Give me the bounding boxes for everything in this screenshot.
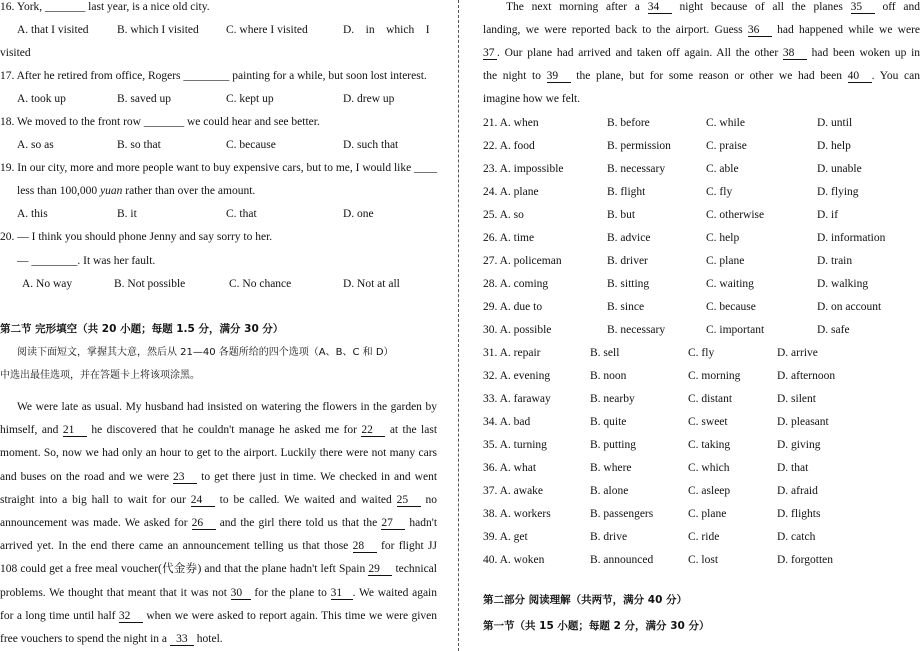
blank-29: 29	[368, 563, 392, 576]
option-38-a: 38. A. workers	[483, 508, 551, 520]
blank-39: 39	[547, 70, 571, 83]
passage-text: he discovered that he couldn't manage he asked me for	[91, 424, 357, 436]
passage-text: for flight JJ	[381, 540, 437, 552]
option-34-c: C. sweet	[688, 416, 728, 428]
option-34-b: B. quite	[590, 416, 627, 428]
option-32-c: C. morning	[688, 370, 741, 382]
blank-21: 21	[63, 424, 87, 437]
passage-text: the night to	[483, 70, 541, 82]
blank-36: 36	[748, 24, 772, 37]
option-30-a: 30. A. possible	[483, 324, 552, 336]
option-39-b: B. drive	[590, 531, 628, 543]
q16-option-b: B. which I visited	[117, 24, 199, 36]
blank-22: 22	[361, 424, 385, 437]
passage-line-6	[0, 516, 437, 530]
passage-text: the plane, but for some reason or other we had been	[576, 70, 842, 82]
blank-38: 38	[783, 47, 807, 60]
passage-text: straight into a big hall to wait for our	[0, 494, 186, 506]
option-35-d: D. giving	[777, 439, 821, 451]
passage-text: The next morning after a	[506, 1, 640, 13]
option-21-b: B. before	[607, 117, 650, 129]
option-29-a: 29. A. due to	[483, 301, 543, 313]
blank-26: 26	[192, 517, 216, 530]
option-36-c: C. which	[688, 462, 730, 474]
blank-28: 28	[353, 540, 377, 553]
option-24-a: 24. A. plane	[483, 186, 539, 198]
blank-25: 25	[397, 494, 421, 507]
passage-cont-line-1	[506, 0, 920, 14]
q17-option-a: A. took up	[17, 93, 66, 105]
passage-text: himself, and	[0, 424, 59, 436]
option-39-a: 39. A. get	[483, 531, 528, 543]
option-29-c: C. because	[706, 301, 756, 313]
passage-text: to be called. We waited and waited	[219, 494, 392, 506]
q16-option-a: A. that I visited	[17, 24, 89, 36]
passage-text: technical	[395, 563, 437, 575]
blank-33: 33	[170, 633, 194, 646]
passage-text: no	[425, 494, 437, 506]
option-31-d: D. arrive	[777, 347, 818, 359]
passage-cont-line-3	[483, 46, 920, 60]
passage-text: problems. We thought that meant that it was not	[0, 587, 227, 599]
q19-option-c: C. that	[226, 208, 257, 220]
option-40-d: D. forgotten	[777, 554, 834, 566]
option-23-a: 23. A. impossible	[483, 163, 564, 175]
option-23-c: C. able	[706, 163, 739, 175]
option-24-c: C. fly	[706, 186, 733, 198]
option-32-d: D. afternoon	[777, 370, 836, 382]
option-26-a: 26. A. time	[483, 232, 535, 244]
option-24-d: D. flying	[817, 186, 859, 198]
option-27-c: C. plane	[706, 255, 745, 267]
q18-option-b: B. so that	[117, 139, 161, 151]
column-divider	[458, 0, 459, 651]
q17-option-b: B. saved up	[117, 93, 171, 105]
option-30-d: D. safe	[817, 324, 850, 336]
passage-text: free vouchers to spend the night in a	[0, 633, 168, 645]
q19-stem-text-b: rather than over the amount.	[122, 185, 256, 197]
option-22-a: 22. A. food	[483, 140, 535, 152]
passage-cont-line-4	[483, 69, 920, 83]
option-37-c: C. asleep	[688, 485, 731, 497]
option-26-d: D. information	[817, 232, 886, 244]
blank-31: 31	[331, 587, 353, 600]
blank-40: 40	[848, 70, 872, 83]
option-39-c: C. ride	[688, 531, 720, 543]
option-40-b: B. announced	[590, 554, 654, 566]
q20-stem-line2: — ________. It was her fault.	[17, 255, 156, 267]
option-26-c: C. help	[706, 232, 740, 244]
option-30-b: B. necessary	[607, 324, 666, 336]
passage-text: . We waited again	[352, 587, 437, 599]
passage-line-5	[0, 493, 437, 507]
passage-text: off and	[882, 1, 920, 13]
blank-34: 34	[648, 1, 672, 14]
passage-text: at the last	[389, 424, 438, 436]
blank-27: 27	[381, 517, 405, 530]
option-22-d: D. help	[817, 140, 851, 152]
passage-cont-line-5: imagine how we felt.	[483, 93, 581, 105]
q17-option-c: C. kept up	[226, 93, 274, 105]
q19-option-d: D. one	[343, 208, 374, 220]
option-25-c: C. otherwise	[706, 209, 765, 221]
option-37-b: B. alone	[590, 485, 629, 497]
option-27-a: 27. A. policeman	[483, 255, 562, 267]
q19-stem-text-a: less than 100,000	[17, 185, 101, 197]
option-40-c: C. lost	[688, 554, 719, 566]
q18-stem: 18. We moved to the front row _______ we could hear and see better.	[0, 116, 320, 128]
passage-line-11	[0, 632, 223, 646]
reading-section-title: 第一节（共 15 小题；每题 2 分，满分 30 分）	[483, 620, 710, 632]
q16-option-d: D. in which I	[343, 24, 430, 36]
option-25-a: 25. A. so	[483, 209, 524, 221]
passage-cont-line-2	[483, 23, 920, 37]
option-33-d: D. silent	[777, 393, 816, 405]
option-23-d: D. unable	[817, 163, 862, 175]
passage-line-3: moment. So, now we had only an hour to get to the airport. Luckily there were not many cars	[0, 447, 437, 459]
blank-32: 32	[119, 610, 143, 623]
option-38-b: B. passengers	[590, 508, 654, 520]
q20-option-b: B. Not possible	[114, 278, 186, 290]
option-30-c: C. important	[706, 324, 765, 336]
option-31-b: B. sell	[590, 347, 620, 359]
passage-text: announcement was made. We asked for	[0, 517, 188, 529]
option-25-d: D. if	[817, 209, 839, 221]
passage-text: arrived yet. In the end there came an announcement telling us that those	[0, 540, 349, 552]
option-21-c: C. while	[706, 117, 745, 129]
option-28-b: B. sitting	[607, 278, 650, 290]
part-two-title: 第二部分 阅读理解（共两节，满分 40 分）	[483, 594, 688, 606]
cloze-instruction-line1: 阅读下面短文，掌握其大意，然后从 21—40 各题所给的四个选项（A、B、C 和 D）	[17, 347, 394, 358]
q16-stem: 16. York, _______ last year, is a nice old city.	[0, 1, 210, 13]
option-38-c: C. plane	[688, 508, 727, 520]
q18-option-d: D. such that	[343, 139, 399, 151]
passage-line-4	[0, 470, 437, 484]
passage-text: had happened while we were	[777, 24, 920, 36]
option-38-d: D. flights	[777, 508, 821, 520]
passage-text: and buses on the road and we were	[0, 471, 169, 483]
passage-text: night because of all the planes	[679, 1, 843, 13]
option-21-d: D. until	[817, 117, 853, 129]
option-36-b: B. where	[590, 462, 632, 474]
option-28-a: 28. A. coming	[483, 278, 549, 290]
option-29-b: B. since	[607, 301, 645, 313]
option-35-b: B. putting	[590, 439, 637, 451]
blank-35: 35	[851, 1, 875, 14]
option-34-a: 34. A. bad	[483, 416, 531, 428]
passage-text: for the plane to	[254, 587, 327, 599]
q19-stem-line2	[17, 184, 255, 198]
option-26-b: B. advice	[607, 232, 651, 244]
option-29-d: D. on account	[817, 301, 882, 313]
cloze-instruction-line2: 中选出最佳选项，并在答题卡上将该项涂黑。	[0, 370, 200, 381]
option-40-a: 40. A. woken	[483, 554, 545, 566]
q18-option-a: A. so as	[17, 139, 54, 151]
passage-text: hadn't	[409, 517, 438, 529]
q19-stem-line1: 19. In our city, more and more people want to buy expensive cars, but to me, I would like ____	[0, 162, 438, 174]
passage-line-10	[0, 609, 437, 623]
q16-option-c: C. where I visited	[226, 24, 308, 36]
passage-text: for a long time until half	[0, 610, 116, 622]
option-25-b: B. but	[607, 209, 636, 221]
option-23-b: B. necessary	[607, 163, 666, 175]
q20-option-a: A. No way	[22, 278, 73, 290]
option-24-b: B. flight	[607, 186, 646, 198]
passage-text: when we were asked to report again. This time we were given	[146, 610, 438, 622]
passage-line-7	[0, 539, 437, 553]
q19-option-a: A. this	[17, 208, 48, 220]
blank-37: 37	[483, 47, 497, 60]
option-33-c: C. distant	[688, 393, 733, 405]
option-22-c: C. praise	[706, 140, 747, 152]
option-36-a: 36. A. what	[483, 462, 537, 474]
option-27-b: B. driver	[607, 255, 648, 267]
passage-text: hotel.	[196, 633, 223, 645]
cloze-section-title: 第二节 完形填空（共 20 小题；每题 1.5 分，满分 30 分）	[0, 323, 284, 335]
option-28-d: D. walking	[817, 278, 869, 290]
q17-option-d: D. drew up	[343, 93, 395, 105]
option-37-d: D. afraid	[777, 485, 818, 497]
passage-text: had been woken up in	[811, 47, 920, 59]
q20-option-d: D. Not at all	[343, 278, 400, 290]
option-33-a: 33. A. faraway	[483, 393, 551, 405]
passage-text: 108 could get a free meal voucher(代金券) and that the plane hadn't left Spain	[0, 563, 366, 575]
passage-line-8	[0, 562, 437, 576]
q16-stem-tail: visited	[0, 47, 31, 59]
option-36-d: D. that	[777, 462, 809, 474]
q20-option-c: C. No chance	[229, 278, 292, 290]
passage-text: landing, we were reported back to the airport. Guess	[483, 24, 743, 36]
option-31-c: C. fly	[688, 347, 715, 359]
passage-line-9	[0, 586, 437, 600]
option-35-c: C. taking	[688, 439, 731, 451]
option-21-a: 21. A. when	[483, 117, 539, 129]
option-33-b: B. nearby	[590, 393, 635, 405]
passage-line-2	[0, 423, 437, 437]
blank-30: 30	[231, 587, 251, 600]
option-34-d: D. pleasant	[777, 416, 829, 428]
option-27-d: D. train	[817, 255, 853, 267]
option-31-a: 31. A. repair	[483, 347, 541, 359]
passage-line-1: We were late as usual. My husband had insisted on watering the flowers in the garden by	[17, 401, 437, 413]
option-39-d: D. catch	[777, 531, 816, 543]
option-37-a: 37. A. awake	[483, 485, 544, 497]
passage-text: to get there just in time. We checked in and went	[201, 471, 438, 483]
q19-stem-currency: yuan	[100, 185, 123, 197]
q20-stem-line1: 20. — I think you should phone Jenny and say sorry to her.	[0, 231, 273, 243]
option-35-a: 35. A. turning	[483, 439, 547, 451]
q19-option-b: B. it	[117, 208, 137, 220]
passage-text: and the girl there told us that the	[219, 517, 378, 529]
option-32-b: B. noon	[590, 370, 627, 382]
passage-text: . Our plane had arrived and taken off again. All the other	[497, 47, 779, 59]
q17-stem: 17. After he retired from office, Rogers ________ painting for a while, but soon lost interest.	[0, 70, 427, 82]
q18-option-c: C. because	[226, 139, 276, 151]
option-32-a: 32. A. evening	[483, 370, 551, 382]
blank-23: 23	[173, 471, 197, 484]
option-28-c: C. waiting	[706, 278, 754, 290]
blank-24: 24	[191, 494, 215, 507]
option-22-b: B. permission	[607, 140, 671, 152]
passage-text: . You can	[871, 70, 920, 82]
